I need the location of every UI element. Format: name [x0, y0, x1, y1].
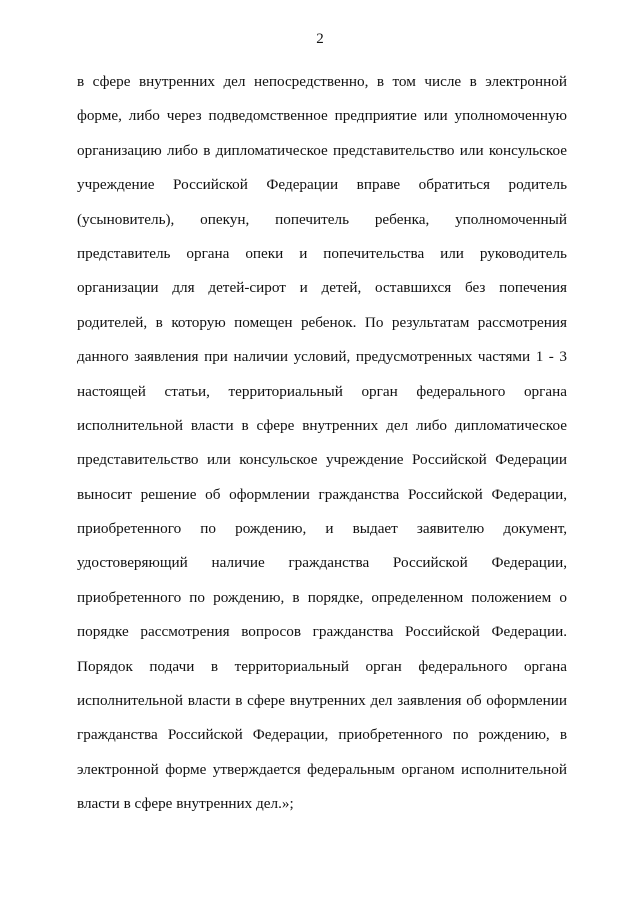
text-line-12: представительство или консульское учреждение Российской Федерации	[77, 451, 567, 469]
body-text	[77, 70, 567, 827]
text-line-17: порядке рассмотрения вопросов гражданства Российской Федерации.	[77, 623, 567, 641]
text-line-19: исполнительной власти в сфере внутренних дел заявления об оформлении	[77, 692, 567, 710]
text-line-21: электронной форме утверждается федеральным органом исполнительной	[77, 760, 567, 778]
text-line-18: Порядок подачи в территориальный орган федерального органа	[77, 657, 567, 675]
text-line-4: учреждение Российской Федерации вправе обратиться родитель	[77, 176, 567, 194]
text-line-5: (усыновитель), опекун, попечитель ребенка, уполномоченный	[77, 210, 567, 228]
text-line-10: настоящей статьи, территориальный орган федерального органа	[77, 382, 567, 400]
text-line-11: исполнительной власти в сфере внутренних дел либо дипломатическое	[77, 416, 567, 434]
text-line-3: организацию либо в дипломатическое представительство или консульское	[77, 141, 567, 159]
text-line-1: в сфере внутренних дел непосредственно, в том числе в электронной	[77, 73, 567, 90]
text-line-9: данного заявления при наличии условий, предусмотренных частями 1 - 3	[77, 348, 567, 366]
text-line-20: гражданства Российской Федерации, приобретенного по рождению, в	[77, 726, 567, 744]
text-line-14: приобретенного по рождению, и выдает заявителю документ,	[77, 520, 567, 538]
text-line-8: родителей, в которую помещен ребенок. По результатам рассмотрения	[77, 313, 567, 331]
text-line-16: приобретенного по рождению, в порядке, определенном положением о	[77, 588, 567, 606]
text-line-13: выносит решение об оформлении гражданства Российской Федерации,	[77, 485, 567, 503]
text-line-22: власти в сфере внутренних дел.»;	[77, 795, 294, 813]
text-line-2: форме, либо через подведомственное предприятие или уполномоченную	[77, 107, 567, 125]
page-number: 2	[316, 31, 324, 47]
text-line-6: представитель органа опеки и попечительства или руководитель	[77, 244, 567, 262]
text-line-7: организации для детей-сирот и детей, оставшихся без попечения	[77, 279, 567, 297]
text-line-15: удостоверяющий наличие гражданства Российской Федерации,	[77, 554, 567, 572]
